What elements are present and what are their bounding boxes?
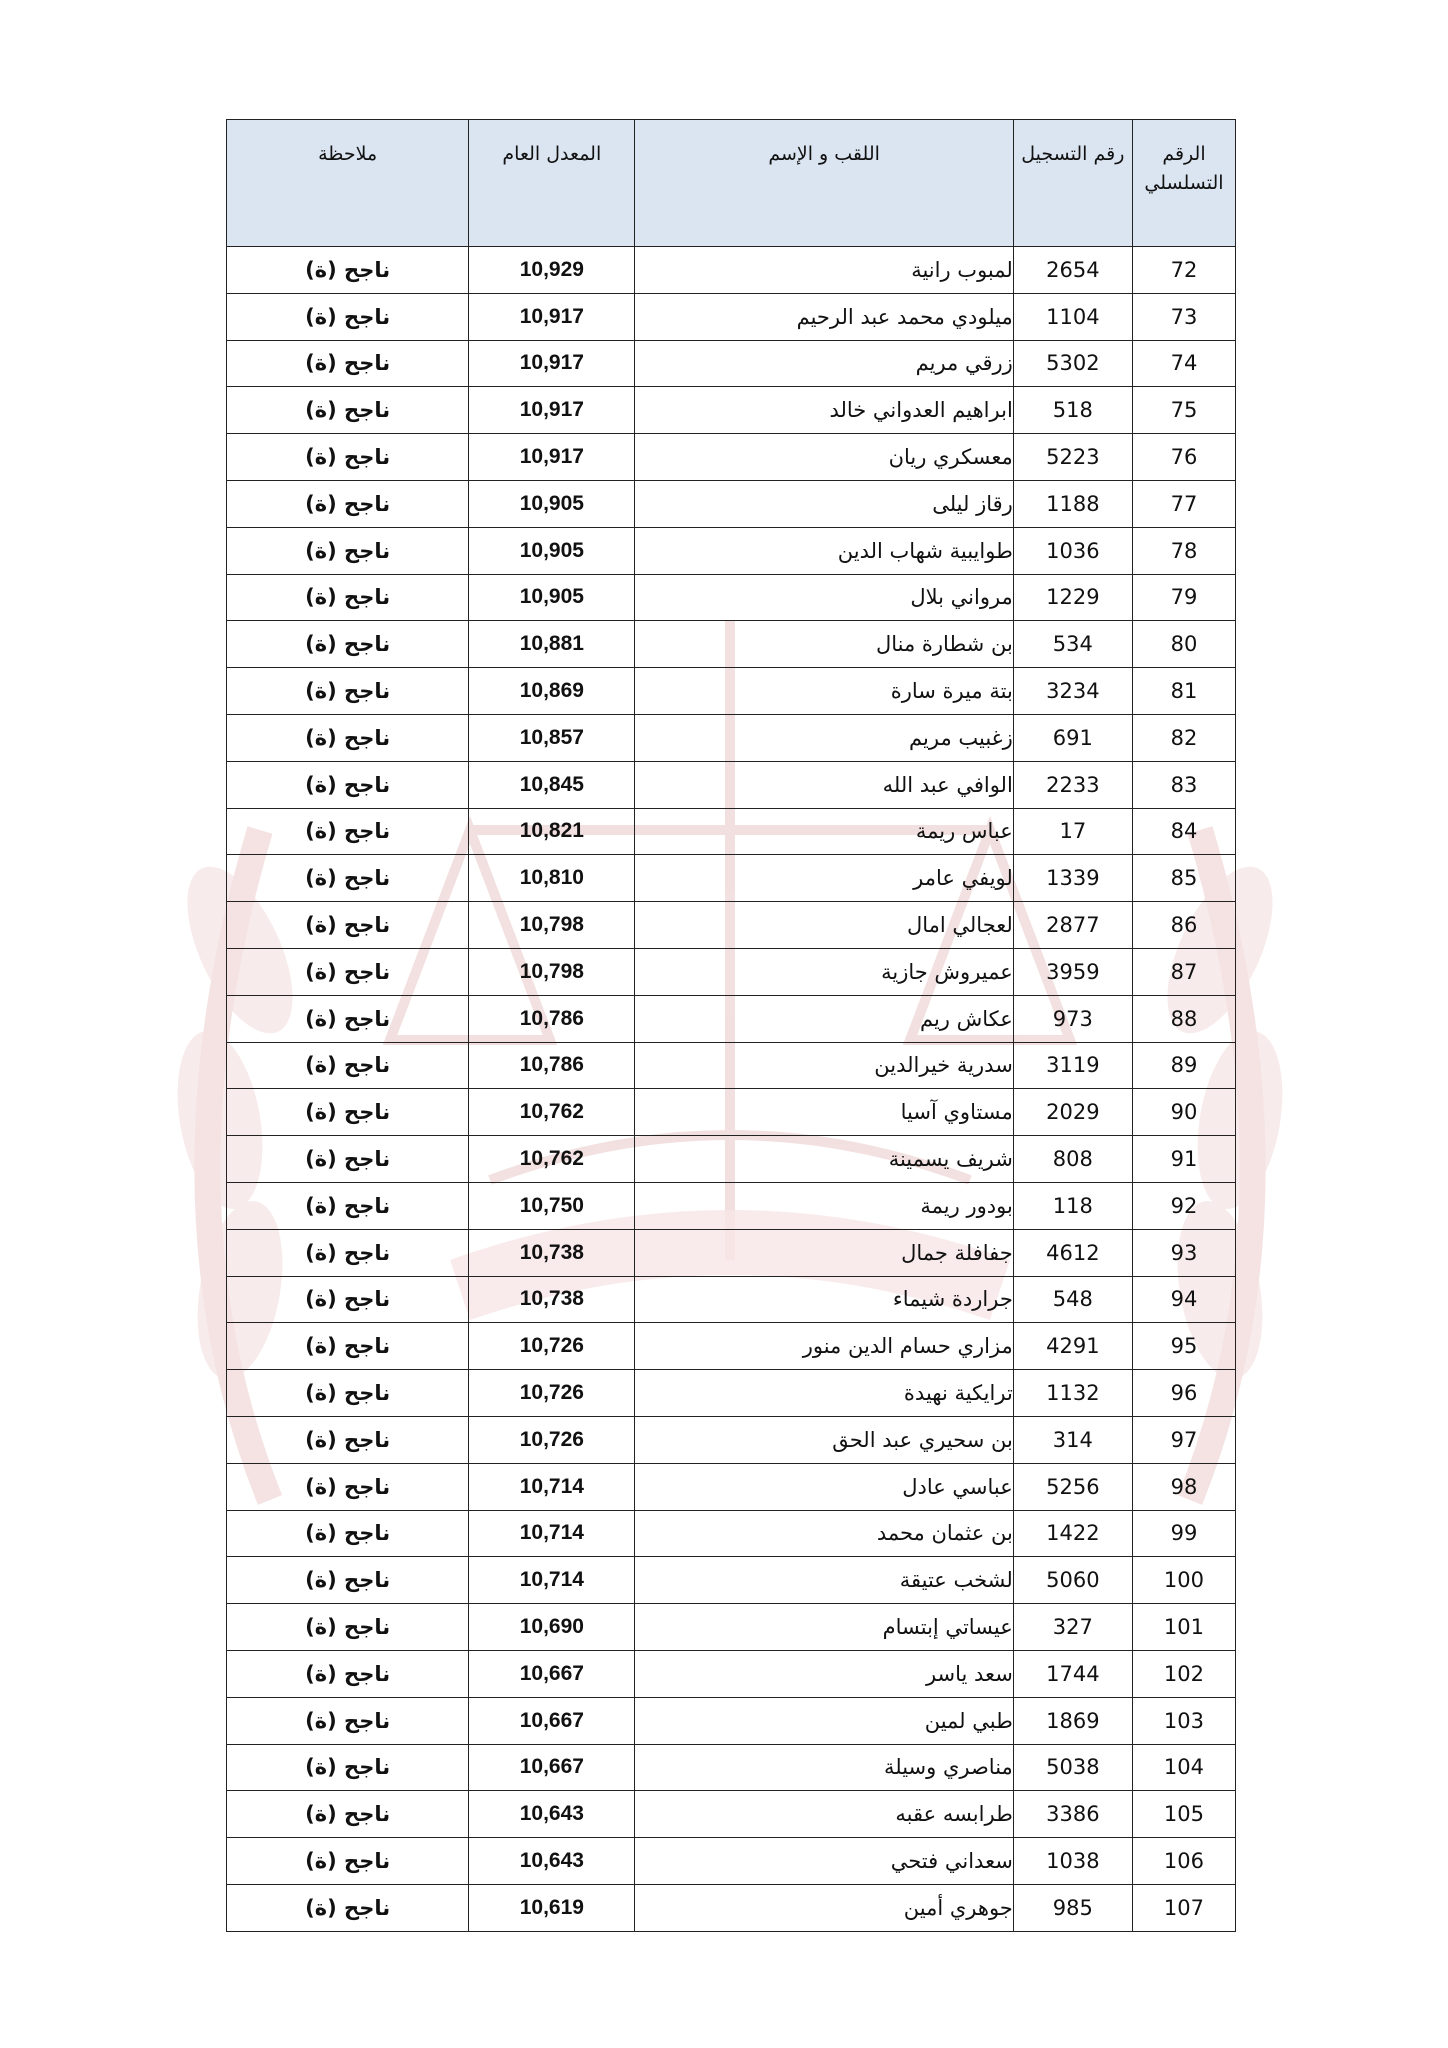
cell-note: ناجح (ة) (227, 1744, 469, 1791)
cell-average: 10,619 (469, 1884, 635, 1931)
cell-average: 10,929 (469, 247, 635, 294)
cell-average: 10,917 (469, 434, 635, 481)
cell-serial: 100 (1132, 1557, 1235, 1604)
cell-name: عكاش ريم (635, 995, 1013, 1042)
cell-registration: 2233 (1013, 761, 1132, 808)
cell-serial: 83 (1132, 761, 1235, 808)
cell-note: ناجح (ة) (227, 1136, 469, 1183)
cell-average: 10,714 (469, 1463, 635, 1510)
cell-note: ناجح (ة) (227, 714, 469, 761)
cell-note: ناجح (ة) (227, 1276, 469, 1323)
cell-name: شريف يسمينة (635, 1136, 1013, 1183)
cell-registration: 5302 (1013, 340, 1132, 387)
cell-registration: 5256 (1013, 1463, 1132, 1510)
cell-note: ناجح (ة) (227, 621, 469, 668)
cell-average: 10,869 (469, 668, 635, 715)
cell-serial: 78 (1132, 527, 1235, 574)
table-row (227, 293, 1236, 340)
table-row (227, 1650, 1236, 1697)
cell-average: 10,917 (469, 340, 635, 387)
cell-note: ناجح (ة) (227, 1557, 469, 1604)
cell-name: معسكري ريان (635, 434, 1013, 481)
cell-serial: 104 (1132, 1744, 1235, 1791)
cell-average: 10,690 (469, 1604, 635, 1651)
cell-note: ناجح (ة) (227, 1042, 469, 1089)
cell-registration: 1038 (1013, 1838, 1132, 1885)
table-row (227, 761, 1236, 808)
cell-name: بن سحيري عبد الحق (635, 1416, 1013, 1463)
cell-serial: 90 (1132, 1089, 1235, 1136)
cell-note: ناجح (ة) (227, 247, 469, 294)
table-row (227, 480, 1236, 527)
cell-serial: 85 (1132, 855, 1235, 902)
cell-serial: 99 (1132, 1510, 1235, 1557)
cell-registration: 1188 (1013, 480, 1132, 527)
cell-serial: 106 (1132, 1838, 1235, 1885)
table-row (227, 527, 1236, 574)
cell-serial: 72 (1132, 247, 1235, 294)
cell-name: جوهري أمين (635, 1884, 1013, 1931)
cell-registration: 1744 (1013, 1650, 1132, 1697)
cell-serial: 79 (1132, 574, 1235, 621)
cell-registration: 2877 (1013, 902, 1132, 949)
cell-average: 10,667 (469, 1744, 635, 1791)
cell-note: ناجح (ة) (227, 1416, 469, 1463)
cell-serial: 84 (1132, 808, 1235, 855)
cell-name: عميروش جازية (635, 948, 1013, 995)
cell-registration: 17 (1013, 808, 1132, 855)
cell-average: 10,738 (469, 1276, 635, 1323)
cell-name: ميلودي محمد عبد الرحيم (635, 293, 1013, 340)
cell-average: 10,905 (469, 527, 635, 574)
cell-name: ابراهيم العدواني خالد (635, 387, 1013, 434)
cell-average: 10,798 (469, 902, 635, 949)
table-row (227, 902, 1236, 949)
cell-note: ناجح (ة) (227, 808, 469, 855)
cell-name: مناصري وسيلة (635, 1744, 1013, 1791)
cell-registration: 1132 (1013, 1370, 1132, 1417)
cell-average: 10,643 (469, 1791, 635, 1838)
table-row (227, 1697, 1236, 1744)
cell-note: ناجح (ة) (227, 995, 469, 1042)
cell-name: طبي لمين (635, 1697, 1013, 1744)
cell-serial: 94 (1132, 1276, 1235, 1323)
cell-serial: 77 (1132, 480, 1235, 527)
table-row (227, 434, 1236, 481)
table-row (227, 1838, 1236, 1885)
table-body (227, 247, 1236, 1932)
cell-name: بتة ميرة سارة (635, 668, 1013, 715)
table-row (227, 1744, 1236, 1791)
cell-note: ناجح (ة) (227, 1089, 469, 1136)
cell-serial: 92 (1132, 1182, 1235, 1229)
cell-name: مرواني بلال (635, 574, 1013, 621)
cell-registration: 1104 (1013, 293, 1132, 340)
cell-note: ناجح (ة) (227, 1697, 469, 1744)
table-row (227, 1557, 1236, 1604)
cell-name: زغبيب مريم (635, 714, 1013, 761)
cell-registration: 518 (1013, 387, 1132, 434)
cell-average: 10,845 (469, 761, 635, 808)
cell-registration: 118 (1013, 1182, 1132, 1229)
cell-name: الوافي عبد الله (635, 761, 1013, 808)
cell-name: جراردة شيماء (635, 1276, 1013, 1323)
table-row (227, 574, 1236, 621)
cell-note: ناجح (ة) (227, 1370, 469, 1417)
cell-average: 10,762 (469, 1089, 635, 1136)
cell-registration: 1422 (1013, 1510, 1132, 1557)
table-row (227, 668, 1236, 715)
cell-note: ناجح (ة) (227, 948, 469, 995)
table-row (227, 621, 1236, 668)
table-row (227, 1791, 1236, 1838)
cell-registration: 534 (1013, 621, 1132, 668)
cell-average: 10,726 (469, 1370, 635, 1417)
header-name: اللقب و الإسم (635, 120, 1013, 247)
table-row (227, 1089, 1236, 1136)
table-row (227, 855, 1236, 902)
cell-average: 10,786 (469, 1042, 635, 1089)
table-row (227, 1884, 1236, 1931)
cell-registration: 4291 (1013, 1323, 1132, 1370)
cell-average: 10,714 (469, 1510, 635, 1557)
cell-serial: 96 (1132, 1370, 1235, 1417)
table-row (227, 1323, 1236, 1370)
cell-note: ناجح (ة) (227, 855, 469, 902)
cell-name: عباسي عادل (635, 1463, 1013, 1510)
cell-serial: 107 (1132, 1884, 1235, 1931)
table-row (227, 948, 1236, 995)
cell-average: 10,643 (469, 1838, 635, 1885)
table-row (227, 1276, 1236, 1323)
cell-registration: 1229 (1013, 574, 1132, 621)
cell-average: 10,667 (469, 1650, 635, 1697)
cell-note: ناجح (ة) (227, 1884, 469, 1931)
header-average: المعدل العام (469, 120, 635, 247)
results-table (226, 119, 1236, 1932)
table-row (227, 714, 1236, 761)
cell-registration: 2654 (1013, 247, 1132, 294)
cell-note: ناجح (ة) (227, 1838, 469, 1885)
cell-average: 10,667 (469, 1697, 635, 1744)
cell-average: 10,714 (469, 1557, 635, 1604)
cell-serial: 97 (1132, 1416, 1235, 1463)
cell-serial: 88 (1132, 995, 1235, 1042)
cell-average: 10,798 (469, 948, 635, 995)
cell-name: سعد ياسر (635, 1650, 1013, 1697)
table-row (227, 1463, 1236, 1510)
cell-name: رقاز ليلى (635, 480, 1013, 527)
table-row (227, 808, 1236, 855)
cell-note: ناجح (ة) (227, 387, 469, 434)
cell-note: ناجح (ة) (227, 340, 469, 387)
cell-registration: 1869 (1013, 1697, 1132, 1744)
cell-registration: 3959 (1013, 948, 1132, 995)
cell-average: 10,738 (469, 1229, 635, 1276)
cell-serial: 80 (1132, 621, 1235, 668)
cell-note: ناجح (ة) (227, 1791, 469, 1838)
cell-serial: 86 (1132, 902, 1235, 949)
table-row (227, 1416, 1236, 1463)
cell-registration: 2029 (1013, 1089, 1132, 1136)
table-row (227, 340, 1236, 387)
table-row (227, 247, 1236, 294)
cell-note: ناجح (ة) (227, 1323, 469, 1370)
cell-name: بن عثمان محمد (635, 1510, 1013, 1557)
cell-name: بودور ريمة (635, 1182, 1013, 1229)
cell-registration: 548 (1013, 1276, 1132, 1323)
cell-name: زرقي مريم (635, 340, 1013, 387)
cell-name: لشخب عتيقة (635, 1557, 1013, 1604)
cell-registration: 973 (1013, 995, 1132, 1042)
cell-average: 10,726 (469, 1323, 635, 1370)
cell-registration: 808 (1013, 1136, 1132, 1183)
cell-name: طوايبية شهاب الدين (635, 527, 1013, 574)
cell-registration: 3119 (1013, 1042, 1132, 1089)
cell-average: 10,917 (469, 387, 635, 434)
cell-registration: 314 (1013, 1416, 1132, 1463)
cell-serial: 76 (1132, 434, 1235, 481)
cell-note: ناجح (ة) (227, 480, 469, 527)
cell-note: ناجح (ة) (227, 902, 469, 949)
cell-registration: 691 (1013, 714, 1132, 761)
table-row (227, 1136, 1236, 1183)
cell-serial: 73 (1132, 293, 1235, 340)
table-row (227, 1182, 1236, 1229)
cell-serial: 98 (1132, 1463, 1235, 1510)
cell-note: ناجح (ة) (227, 1510, 469, 1557)
cell-note: ناجح (ة) (227, 1229, 469, 1276)
cell-registration: 985 (1013, 1884, 1132, 1931)
table-header-row (227, 120, 1236, 247)
cell-average: 10,762 (469, 1136, 635, 1183)
cell-average: 10,881 (469, 621, 635, 668)
header-note: ملاحظة (227, 120, 469, 247)
cell-note: ناجح (ة) (227, 1463, 469, 1510)
cell-name: طرابسه عقبه (635, 1791, 1013, 1838)
cell-registration: 327 (1013, 1604, 1132, 1651)
cell-name: جفافلة جمال (635, 1229, 1013, 1276)
cell-serial: 74 (1132, 340, 1235, 387)
cell-note: ناجح (ة) (227, 1604, 469, 1651)
cell-name: سدرية خيرالدين (635, 1042, 1013, 1089)
cell-serial: 82 (1132, 714, 1235, 761)
cell-serial: 101 (1132, 1604, 1235, 1651)
cell-name: بن شطارة منال (635, 621, 1013, 668)
cell-name: ترايكية نهيدة (635, 1370, 1013, 1417)
cell-average: 10,821 (469, 808, 635, 855)
cell-note: ناجح (ة) (227, 1650, 469, 1697)
cell-note: ناجح (ة) (227, 527, 469, 574)
cell-serial: 103 (1132, 1697, 1235, 1744)
cell-average: 10,726 (469, 1416, 635, 1463)
cell-registration: 5060 (1013, 1557, 1132, 1604)
table-row (227, 1510, 1236, 1557)
cell-average: 10,750 (469, 1182, 635, 1229)
cell-note: ناجح (ة) (227, 293, 469, 340)
cell-average: 10,810 (469, 855, 635, 902)
cell-name: لويفي عامر (635, 855, 1013, 902)
cell-average: 10,905 (469, 480, 635, 527)
cell-note: ناجح (ة) (227, 668, 469, 715)
table-row (227, 1370, 1236, 1417)
cell-note: ناجح (ة) (227, 761, 469, 808)
cell-name: عيساتي إبتسام (635, 1604, 1013, 1651)
table-row (227, 1042, 1236, 1089)
header-serial: الرقم التسلسلي (1132, 120, 1235, 247)
cell-note: ناجح (ة) (227, 434, 469, 481)
table-row (227, 995, 1236, 1042)
cell-name: سعداني فتحي (635, 1838, 1013, 1885)
cell-registration: 5223 (1013, 434, 1132, 481)
table-row (227, 1229, 1236, 1276)
cell-name: لمبوب رانية (635, 247, 1013, 294)
cell-serial: 105 (1132, 1791, 1235, 1838)
cell-serial: 81 (1132, 668, 1235, 715)
cell-serial: 93 (1132, 1229, 1235, 1276)
cell-average: 10,905 (469, 574, 635, 621)
cell-registration: 3386 (1013, 1791, 1132, 1838)
cell-serial: 75 (1132, 387, 1235, 434)
header-registration: رقم التسجيل (1013, 120, 1132, 247)
cell-serial: 87 (1132, 948, 1235, 995)
cell-registration: 1036 (1013, 527, 1132, 574)
cell-serial: 91 (1132, 1136, 1235, 1183)
cell-name: مزاري حسام الدين منور (635, 1323, 1013, 1370)
cell-average: 10,786 (469, 995, 635, 1042)
cell-name: مستاوي آسيا (635, 1089, 1013, 1136)
cell-registration: 1339 (1013, 855, 1132, 902)
cell-registration: 3234 (1013, 668, 1132, 715)
cell-name: لعجالي امال (635, 902, 1013, 949)
cell-serial: 102 (1132, 1650, 1235, 1697)
cell-average: 10,857 (469, 714, 635, 761)
table-row (227, 387, 1236, 434)
cell-serial: 89 (1132, 1042, 1235, 1089)
table-row (227, 1604, 1236, 1651)
cell-average: 10,917 (469, 293, 635, 340)
cell-note: ناجح (ة) (227, 574, 469, 621)
cell-registration: 5038 (1013, 1744, 1132, 1791)
cell-registration: 4612 (1013, 1229, 1132, 1276)
cell-serial: 95 (1132, 1323, 1235, 1370)
cell-name: عباس ريمة (635, 808, 1013, 855)
cell-note: ناجح (ة) (227, 1182, 469, 1229)
